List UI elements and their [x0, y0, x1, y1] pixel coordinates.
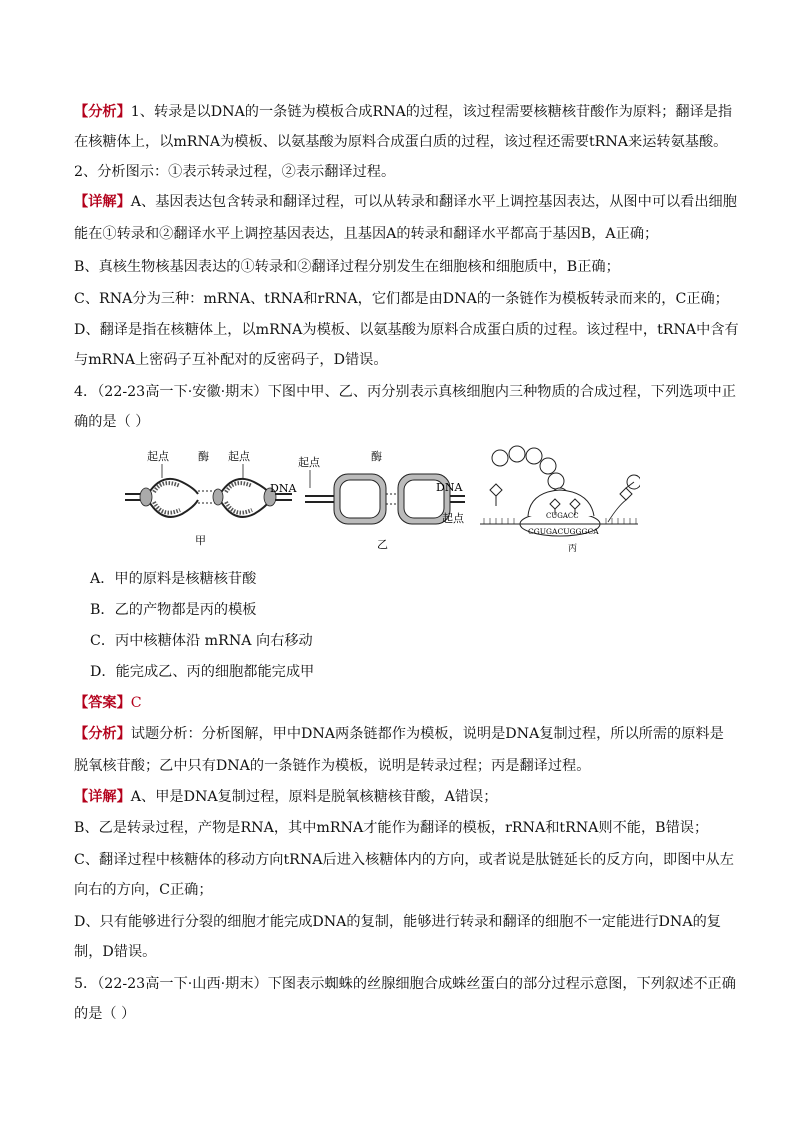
- option-d: D．能完成乙、丙的细胞都能完成甲: [90, 664, 315, 680]
- jia-origin-label-1: 起点: [147, 450, 169, 463]
- yi-figure-label: 乙: [377, 538, 388, 551]
- detail1-line6: 与mRNA上密码子互补配对的反密码子，D错误。: [74, 352, 388, 368]
- diagram-jia: [125, 449, 297, 547]
- diagram-bing: [480, 446, 640, 554]
- detail4-line3: C、翻译过程中核糖体的移动方向tRNA后进入核糖体内的方向，或者说是肽链延长的反方向，即图中从左: [74, 852, 734, 868]
- detail1-line2: 能在①转录和②翻译水平上调控基因表达，且基因A的转录和翻译水平都高于基因B，A正确；: [74, 226, 659, 242]
- jia-figure-label: 甲: [195, 534, 206, 547]
- detail4-line2: B、乙是转录过程，产物是RNA，其中mRNA才能作为翻译的模板，rRNA和tRNA则不能，B错误；: [74, 820, 709, 836]
- detail1-line1: 【详解】A、基因表达包含转录和翻译过程，可以从转录和翻译水平上调控基因表达，从图中可以看出细胞: [74, 194, 737, 210]
- analysis4-line1: 【分析】试题分析：分析图解，甲中DNA两条链都作为模板，说明是DNA复制过程，所以所需的原料是: [74, 726, 724, 742]
- detail4-line4: 向右的方向，C正确；: [74, 882, 213, 898]
- question5-line1: 5．（22-23高一下·山西·期末）下图表示蜘蛛的丝腺细胞合成蛛丝蛋白的部分过程示意图，下列叙述不正确: [74, 976, 736, 992]
- jia-origin-label-2: 起点: [228, 450, 250, 463]
- bing-mrna-sequence: CGUGACUGGGCA: [528, 527, 599, 536]
- question4-line1: 4．（22-23高一下·安徽·期末）下图中甲、乙、丙分别表示真核细胞内三种物质的合成过程，下列选项中正: [74, 384, 736, 400]
- detail1-line5: D、翻译是指在核糖体上，以mRNA为模板、以氨基酸为原料合成蛋白质的过程。该过程中，tRNA中含有: [74, 322, 739, 338]
- detail-tag: 【详解】: [74, 194, 131, 210]
- bing-anticodon-label: CUGACC: [546, 512, 579, 520]
- analysis4-line2: 脱氧核苷酸；乙中只有DNA的一条链作为模板，说明是转录过程；丙是翻译过程。: [74, 758, 591, 774]
- yi-origin-bottom-label: 起点: [442, 512, 464, 525]
- yi-origin-top-label: 起点: [298, 456, 320, 469]
- yi-enzyme-label: 酶: [371, 450, 382, 463]
- bing-figure-label: 丙: [568, 544, 578, 554]
- detail4-line6: 制，D错误。: [74, 944, 157, 960]
- option-b: B．乙的产物都是丙的模板: [90, 602, 257, 618]
- jia-dna-label: DNA: [270, 482, 297, 495]
- option-a: A．甲的原料是核糖核苷酸: [90, 571, 257, 587]
- analysis-tag: 【分析】: [74, 104, 131, 120]
- analysis1-line3: 2、分析图示：①表示转录过程，②表示翻译过程。: [74, 164, 396, 180]
- answer4-line: [74, 693, 724, 713]
- detail4-line5: D、只有能够进行分裂的细胞才能完成DNA的复制，能够进行转录和翻译的细胞不一定能进行DNA的复: [74, 914, 721, 930]
- synthesis-diagram: [120, 444, 640, 560]
- analysis1-line1: 【分析】1、转录是以DNA的一条链为模板合成RNA的过程，该过程需要核糖核苷酸作为原料；翻译是指: [74, 104, 733, 120]
- question5-line2: 的是（ ）: [74, 1006, 136, 1022]
- detail1-line3: B、真核生物核基因表达的①转录和②翻译过程分别发生在细胞核和细胞质中，B正确；: [74, 259, 620, 275]
- detail4-line1: 【详解】A、甲是DNA复制过程，原料是脱氧核糖核苷酸，A错误；: [74, 789, 498, 805]
- diagram-yi: [298, 449, 465, 551]
- jia-enzyme-label: 酶: [198, 450, 209, 463]
- option-c: C．丙中核糖体沿 mRNA 向右移动: [90, 633, 313, 649]
- question4-line2: 确的是（ ）: [74, 414, 150, 430]
- yi-dna-label: DNA: [436, 481, 463, 494]
- answer-value: C: [130, 695, 142, 711]
- analysis1-line2: 在核糖体上，以mRNA为模板、以氨基酸为原料合成蛋白质的过程，该过程还需要tRNA来运转氨基酸。: [74, 134, 728, 150]
- answer-tag: 【答案】: [74, 695, 131, 711]
- detail1-line4: C、RNA分为三种：mRNA、tRNA和rRNA，它们都是由DNA的一条链作为模板转录而来的，C正确；: [74, 291, 729, 307]
